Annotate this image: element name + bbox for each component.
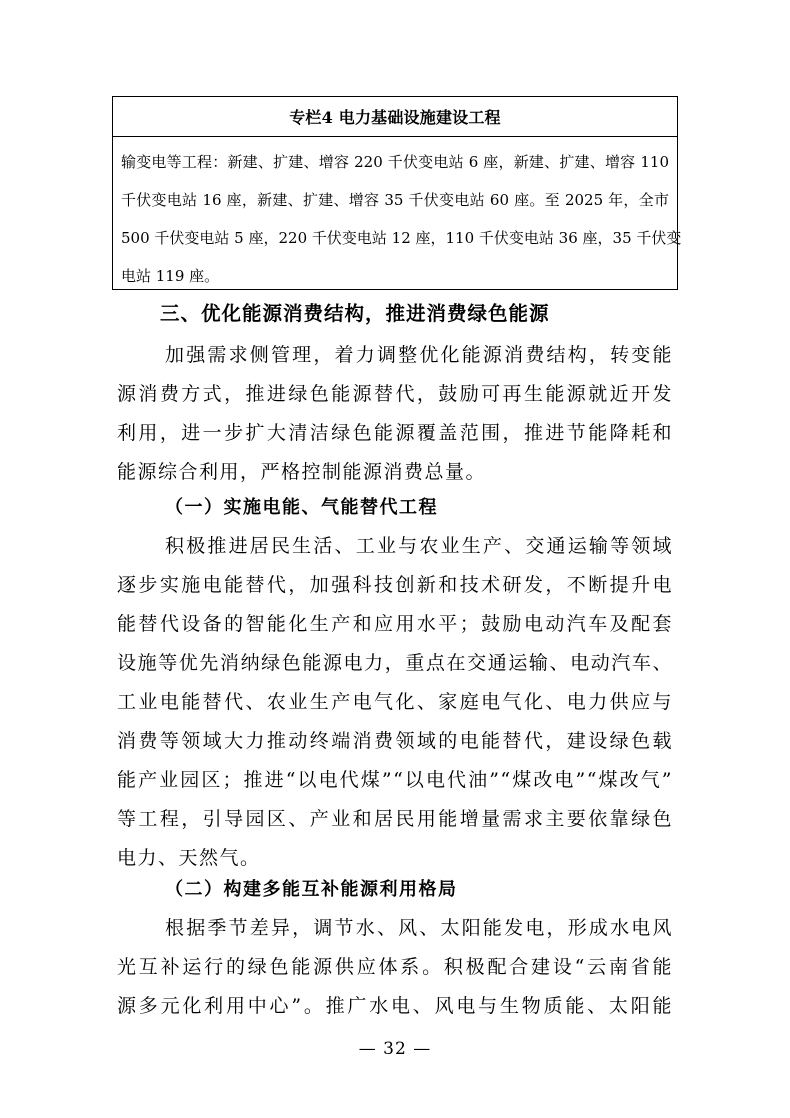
column-box bbox=[112, 96, 682, 290]
subsection-2-title: （二）构建多能互补能源利用格局 bbox=[165, 879, 458, 900]
paragraph-line: 光互补运行的绿色能源供应体系。积极配合建设“云南省能 bbox=[117, 956, 673, 978]
subsection-2-paragraph bbox=[117, 909, 673, 1026]
paragraph-line: 积极推进居民生活、工业与农业生产、交通运输等领域 bbox=[165, 535, 673, 557]
column-line: 电站 119 座。 bbox=[121, 267, 220, 285]
paragraph-line: 能产业园区；推进“以电代煤”“以电代油”“煤改电”“煤改气” bbox=[117, 769, 673, 791]
column-line: 千伏变电站 16 座，新建、扩建、增容 35 千伏变电站 60 座。至 2025 年，全市 bbox=[121, 191, 669, 209]
intro-paragraph bbox=[117, 336, 673, 492]
paragraph-line: 电力、天然气。 bbox=[117, 847, 261, 869]
paragraph-line: 源多元化利用中心”。推广水电、风电与生物质能、太阳能 bbox=[117, 995, 673, 1017]
section-heading: 三、优化能源消费结构，推进消费绿色能源 bbox=[160, 302, 550, 325]
paragraph-line: 工业电能替代、农业生产电气化、家庭电气化、电力供应与 bbox=[117, 691, 673, 713]
column-line: 输变电等工程：新建、扩建、增容 220 千伏变电站 6 座，新建、扩建、增容 110 bbox=[121, 153, 669, 171]
column-title: 专栏4 电力基础设施建设工程 bbox=[113, 97, 677, 137]
subsection-1-paragraph bbox=[117, 527, 673, 878]
page-number: — 32 — bbox=[358, 1039, 432, 1059]
paragraph-line: 能替代设备的智能化生产和应用水平；鼓励电动汽车及配套 bbox=[117, 613, 673, 635]
paragraph-line: 源消费方式，推进绿色能源替代，鼓励可再生能源就近开发 bbox=[117, 383, 673, 405]
paragraph-line: 利用，进一步扩大清洁绿色能源覆盖范围，推进节能降耗和 bbox=[117, 422, 673, 444]
paragraph-line: 根据季节差异，调节水、风、太阳能发电，形成水电风 bbox=[165, 917, 673, 939]
paragraph-line: 等工程，引导园区、产业和居民用能增量需求主要依靠绿色 bbox=[117, 808, 673, 830]
column-body bbox=[113, 137, 682, 295]
paragraph-line: 逐步实施电能替代，加强科技创新和技术研发，不断提升电 bbox=[117, 574, 673, 596]
paragraph-line: 消费等领域大力推动终端消费领域的电能替代，建设绿色载 bbox=[117, 730, 673, 752]
subsection-1-title: （一）实施电能、气能替代工程 bbox=[165, 497, 438, 518]
paragraph-line: 能源综合利用，严格控制能源消费总量。 bbox=[117, 461, 487, 483]
column-line: 500 千伏变电站 5 座，220 千伏变电站 12 座，110 千伏变电站 36 座，35 千伏变 bbox=[121, 229, 682, 247]
paragraph-line: 设施等优先消纳绿色能源电力，重点在交通运输、电动汽车、 bbox=[117, 652, 673, 674]
paragraph-line: 加强需求侧管理，着力调整优化能源消费结构，转变能 bbox=[165, 344, 673, 366]
